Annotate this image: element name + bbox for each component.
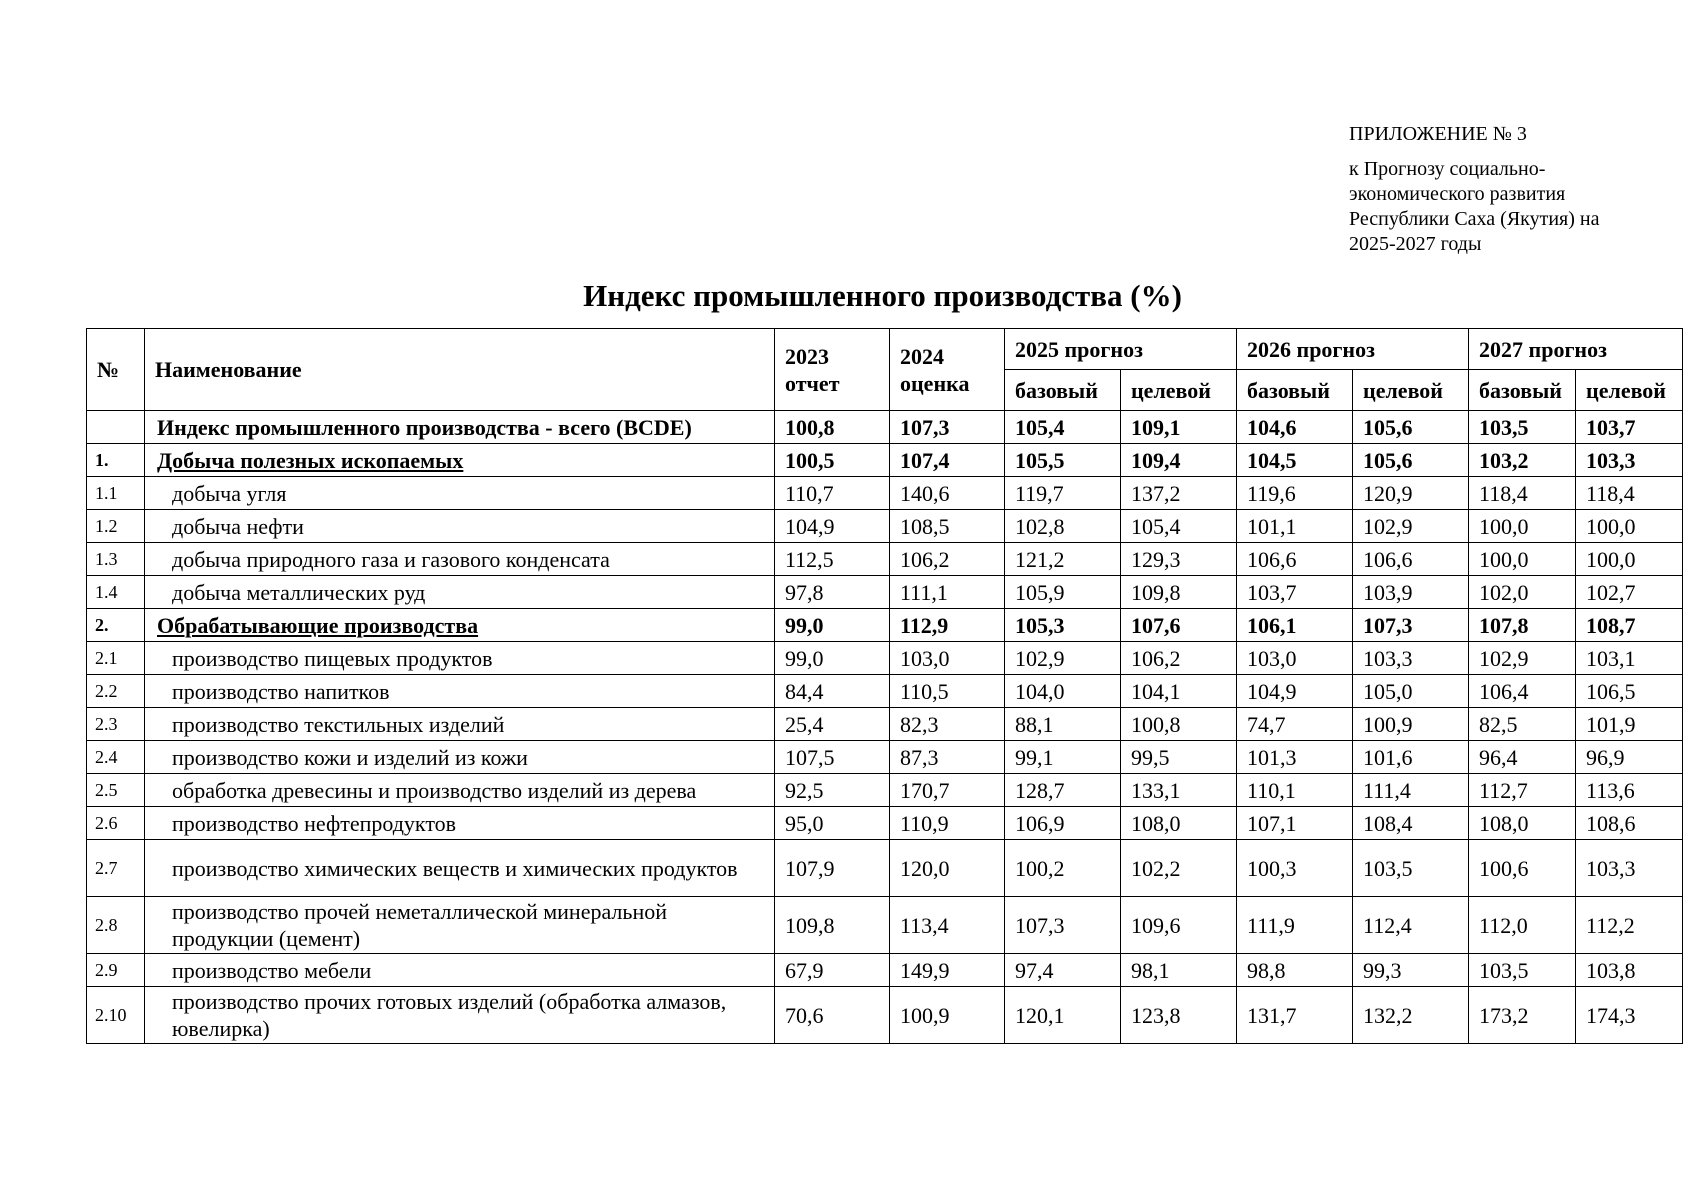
- appendix-line: к Прогнозу социально-: [1349, 158, 1546, 180]
- production-index-table: [86, 328, 1683, 1044]
- value-cell: 108,6: [1576, 807, 1683, 840]
- row-name-text: производство химических веществ и химических продуктов: [172, 855, 738, 881]
- table-row: [87, 444, 1683, 477]
- value-cell: 107,4: [890, 444, 1005, 477]
- header-name: Наименование: [145, 329, 775, 411]
- row-number: 1.2: [87, 510, 145, 543]
- row-number: 2.9: [87, 954, 145, 987]
- row-name: [145, 807, 775, 840]
- value-cell: 74,7: [1237, 708, 1353, 741]
- row-name-text: Добыча полезных ископаемых: [157, 447, 464, 473]
- value-cell: 82,3: [890, 708, 1005, 741]
- row-name: [145, 576, 775, 609]
- value-cell: 88,1: [1005, 708, 1121, 741]
- row-name: [145, 543, 775, 576]
- value-cell: 100,6: [1469, 840, 1576, 897]
- value-cell: 118,4: [1576, 477, 1683, 510]
- row-name-text: Индекс промышленного производства - всего (BCDE): [157, 414, 692, 440]
- value-cell: 103,7: [1576, 411, 1683, 444]
- value-cell: 104,6: [1237, 411, 1353, 444]
- value-cell: 140,6: [890, 477, 1005, 510]
- value-cell: 109,1: [1121, 411, 1237, 444]
- row-number: 2.3: [87, 708, 145, 741]
- table-row: [87, 510, 1683, 543]
- value-cell: 112,4: [1353, 897, 1469, 954]
- row-name: [145, 708, 775, 741]
- value-cell: 96,9: [1576, 741, 1683, 774]
- value-cell: 131,7: [1237, 987, 1353, 1044]
- value-cell: 105,3: [1005, 609, 1121, 642]
- value-cell: 170,7: [890, 774, 1005, 807]
- value-cell: 106,4: [1469, 675, 1576, 708]
- value-cell: 100,3: [1237, 840, 1353, 897]
- value-cell: 120,1: [1005, 987, 1121, 1044]
- row-number: [87, 411, 145, 444]
- row-name-text: добыча металлических руд: [172, 579, 426, 605]
- row-name: [145, 840, 775, 897]
- row-name: [145, 987, 775, 1044]
- value-cell: 110,5: [890, 675, 1005, 708]
- value-cell: 103,1: [1576, 642, 1683, 675]
- row-name-text: производство прочей неметаллической минеральной продукции (цемент): [172, 899, 667, 951]
- header-year: 2023: [785, 343, 829, 369]
- value-cell: 107,5: [775, 741, 890, 774]
- row-name: [145, 741, 775, 774]
- value-cell: 108,0: [1121, 807, 1237, 840]
- value-cell: 104,9: [1237, 675, 1353, 708]
- value-cell: 100,9: [1353, 708, 1469, 741]
- value-cell: 107,3: [1005, 897, 1121, 954]
- appendix-line: экономического развития: [1349, 183, 1566, 205]
- row-name: [145, 897, 775, 954]
- value-cell: 174,3: [1576, 987, 1683, 1044]
- header-sub: оценка: [900, 370, 970, 396]
- table-row: [87, 774, 1683, 807]
- row-name: [145, 954, 775, 987]
- row-number: 2.6: [87, 807, 145, 840]
- value-cell: 132,2: [1353, 987, 1469, 1044]
- value-cell: 133,1: [1121, 774, 1237, 807]
- row-name-text: производство прочих готовых изделий (обработка алмазов, ювелирка): [172, 989, 727, 1041]
- value-cell: 103,9: [1353, 576, 1469, 609]
- row-name-text: производство пищевых продуктов: [172, 645, 493, 671]
- appendix-line: Республики Саха (Якутия) на: [1349, 208, 1600, 230]
- row-name: [145, 444, 775, 477]
- header-target: целевой: [1353, 370, 1469, 411]
- value-cell: 108,7: [1576, 609, 1683, 642]
- value-cell: 106,1: [1237, 609, 1353, 642]
- value-cell: 107,3: [1353, 609, 1469, 642]
- table-row: [87, 675, 1683, 708]
- header-year: 2024: [900, 343, 944, 369]
- value-cell: 102,9: [1469, 642, 1576, 675]
- value-cell: 99,3: [1353, 954, 1469, 987]
- value-cell: 105,6: [1353, 444, 1469, 477]
- value-cell: 113,4: [890, 897, 1005, 954]
- header-base: базовый: [1237, 370, 1353, 411]
- value-cell: 112,2: [1576, 897, 1683, 954]
- value-cell: 103,7: [1237, 576, 1353, 609]
- value-cell: 84,4: [775, 675, 890, 708]
- row-number: 1.1: [87, 477, 145, 510]
- row-number: 2.2: [87, 675, 145, 708]
- value-cell: 108,0: [1469, 807, 1576, 840]
- value-cell: 101,6: [1353, 741, 1469, 774]
- table-row: [87, 897, 1683, 954]
- value-cell: 120,0: [890, 840, 1005, 897]
- row-name-text: добыча природного газа и газового конденсата: [172, 546, 610, 572]
- value-cell: 107,3: [890, 411, 1005, 444]
- table-row: [87, 840, 1683, 897]
- value-cell: 110,7: [775, 477, 890, 510]
- value-cell: 102,0: [1469, 576, 1576, 609]
- value-cell: 104,0: [1005, 675, 1121, 708]
- value-cell: 99,0: [775, 642, 890, 675]
- value-cell: 109,8: [1121, 576, 1237, 609]
- header-2023: [775, 329, 890, 411]
- row-name: [145, 477, 775, 510]
- row-name: [145, 411, 775, 444]
- value-cell: 109,8: [775, 897, 890, 954]
- value-cell: 70,6: [775, 987, 890, 1044]
- value-cell: 123,8: [1121, 987, 1237, 1044]
- value-cell: 25,4: [775, 708, 890, 741]
- value-cell: 103,2: [1469, 444, 1576, 477]
- value-cell: 100,9: [890, 987, 1005, 1044]
- value-cell: 100,5: [775, 444, 890, 477]
- row-number: 2.1: [87, 642, 145, 675]
- value-cell: 113,6: [1576, 774, 1683, 807]
- header-2025-forecast: 2025 прогноз: [1005, 329, 1237, 370]
- value-cell: 149,9: [890, 954, 1005, 987]
- value-cell: 107,1: [1237, 807, 1353, 840]
- appendix-number: ПРИЛОЖЕНИЕ № 3: [1349, 123, 1527, 145]
- row-name-text: производство мебели: [172, 957, 372, 983]
- row-name: [145, 510, 775, 543]
- row-number: 1.3: [87, 543, 145, 576]
- header-no: №: [87, 329, 145, 411]
- value-cell: 104,9: [775, 510, 890, 543]
- value-cell: 96,4: [1469, 741, 1576, 774]
- value-cell: 82,5: [1469, 708, 1576, 741]
- value-cell: 119,6: [1237, 477, 1353, 510]
- row-name: [145, 774, 775, 807]
- value-cell: 100,0: [1469, 543, 1576, 576]
- value-cell: 100,0: [1576, 510, 1683, 543]
- value-cell: 112,9: [890, 609, 1005, 642]
- value-cell: 103,3: [1353, 642, 1469, 675]
- value-cell: 128,7: [1005, 774, 1121, 807]
- row-name-text: обработка древесины и производство изделий из дерева: [172, 777, 697, 803]
- value-cell: 99,5: [1121, 741, 1237, 774]
- value-cell: 103,5: [1353, 840, 1469, 897]
- value-cell: 67,9: [775, 954, 890, 987]
- value-cell: 121,2: [1005, 543, 1121, 576]
- row-number: 2.: [87, 609, 145, 642]
- value-cell: 106,2: [890, 543, 1005, 576]
- value-cell: 105,0: [1353, 675, 1469, 708]
- table-row: [87, 543, 1683, 576]
- value-cell: 105,4: [1121, 510, 1237, 543]
- value-cell: 104,1: [1121, 675, 1237, 708]
- table-row: [87, 609, 1683, 642]
- value-cell: 107,8: [1469, 609, 1576, 642]
- value-cell: 99,0: [775, 609, 890, 642]
- value-cell: 111,4: [1353, 774, 1469, 807]
- value-cell: 173,2: [1469, 987, 1576, 1044]
- table-row: [87, 987, 1683, 1044]
- header-2024: [890, 329, 1005, 411]
- row-name-text: Обрабатывающие производства: [157, 612, 479, 638]
- table-row: [87, 576, 1683, 609]
- table-row: [87, 642, 1683, 675]
- value-cell: 100,8: [775, 411, 890, 444]
- value-cell: 129,3: [1121, 543, 1237, 576]
- row-name: [145, 642, 775, 675]
- value-cell: 106,6: [1353, 543, 1469, 576]
- row-name: [145, 609, 775, 642]
- value-cell: 110,1: [1237, 774, 1353, 807]
- value-cell: 104,5: [1237, 444, 1353, 477]
- value-cell: 95,0: [775, 807, 890, 840]
- header-target: целевой: [1121, 370, 1237, 411]
- value-cell: 111,9: [1237, 897, 1353, 954]
- value-cell: 109,6: [1121, 897, 1237, 954]
- value-cell: 103,3: [1576, 444, 1683, 477]
- table-row: [87, 477, 1683, 510]
- value-cell: 102,2: [1121, 840, 1237, 897]
- value-cell: 100,0: [1469, 510, 1576, 543]
- value-cell: 103,5: [1469, 411, 1576, 444]
- header-base: базовый: [1005, 370, 1121, 411]
- value-cell: 97,4: [1005, 954, 1121, 987]
- appendix-block: [1349, 122, 1669, 257]
- page-title: Индекс промышленного производства (%): [583, 278, 1182, 313]
- row-name-text: добыча угля: [172, 480, 287, 506]
- header-2026-forecast: 2026 прогноз: [1237, 329, 1469, 370]
- value-cell: 112,5: [775, 543, 890, 576]
- value-cell: 112,0: [1469, 897, 1576, 954]
- value-cell: 103,8: [1576, 954, 1683, 987]
- value-cell: 103,5: [1469, 954, 1576, 987]
- header-sub: отчет: [785, 370, 840, 396]
- value-cell: 106,5: [1576, 675, 1683, 708]
- row-name-text: производство напитков: [172, 678, 390, 704]
- value-cell: 110,9: [890, 807, 1005, 840]
- row-number: 2.7: [87, 840, 145, 897]
- value-cell: 100,0: [1576, 543, 1683, 576]
- value-cell: 101,9: [1576, 708, 1683, 741]
- table-row: [87, 954, 1683, 987]
- row-name: [145, 675, 775, 708]
- row-name-text: производство кожи и изделий из кожи: [172, 744, 528, 770]
- table-row: [87, 411, 1683, 444]
- value-cell: 99,1: [1005, 741, 1121, 774]
- value-cell: 101,3: [1237, 741, 1353, 774]
- value-cell: 112,7: [1469, 774, 1576, 807]
- row-number: 2.8: [87, 897, 145, 954]
- value-cell: 102,9: [1353, 510, 1469, 543]
- row-number: 1.: [87, 444, 145, 477]
- value-cell: 120,9: [1353, 477, 1469, 510]
- value-cell: 108,5: [890, 510, 1005, 543]
- row-number: 2.5: [87, 774, 145, 807]
- value-cell: 111,1: [890, 576, 1005, 609]
- row-number: 1.4: [87, 576, 145, 609]
- value-cell: 103,0: [1237, 642, 1353, 675]
- value-cell: 97,8: [775, 576, 890, 609]
- value-cell: 105,9: [1005, 576, 1121, 609]
- appendix-line: 2025-2027 годы: [1349, 233, 1482, 255]
- value-cell: 106,6: [1237, 543, 1353, 576]
- value-cell: 107,9: [775, 840, 890, 897]
- value-cell: 105,6: [1353, 411, 1469, 444]
- value-cell: 102,8: [1005, 510, 1121, 543]
- value-cell: 102,7: [1576, 576, 1683, 609]
- value-cell: 137,2: [1121, 477, 1237, 510]
- value-cell: 102,9: [1005, 642, 1121, 675]
- value-cell: 92,5: [775, 774, 890, 807]
- value-cell: 108,4: [1353, 807, 1469, 840]
- table-row: [87, 807, 1683, 840]
- value-cell: 109,4: [1121, 444, 1237, 477]
- value-cell: 98,8: [1237, 954, 1353, 987]
- header-base: базовый: [1469, 370, 1576, 411]
- header-target: целевой: [1576, 370, 1683, 411]
- table-row: [87, 708, 1683, 741]
- value-cell: 107,6: [1121, 609, 1237, 642]
- row-number: 2.4: [87, 741, 145, 774]
- value-cell: 105,4: [1005, 411, 1121, 444]
- table-row: [87, 741, 1683, 774]
- header-2027-forecast: 2027 прогноз: [1469, 329, 1683, 370]
- row-name-text: производство текстильных изделий: [172, 711, 505, 737]
- value-cell: 105,5: [1005, 444, 1121, 477]
- row-number: 2.10: [87, 987, 145, 1044]
- value-cell: 101,1: [1237, 510, 1353, 543]
- value-cell: 98,1: [1121, 954, 1237, 987]
- row-name-text: добыча нефти: [172, 513, 304, 539]
- value-cell: 106,9: [1005, 807, 1121, 840]
- value-cell: 87,3: [890, 741, 1005, 774]
- table-body: [87, 411, 1683, 1044]
- value-cell: 100,8: [1121, 708, 1237, 741]
- value-cell: 103,0: [890, 642, 1005, 675]
- value-cell: 100,2: [1005, 840, 1121, 897]
- value-cell: 119,7: [1005, 477, 1121, 510]
- value-cell: 118,4: [1469, 477, 1576, 510]
- row-name-text: производство нефтепродуктов: [172, 810, 457, 836]
- value-cell: 103,3: [1576, 840, 1683, 897]
- value-cell: 106,2: [1121, 642, 1237, 675]
